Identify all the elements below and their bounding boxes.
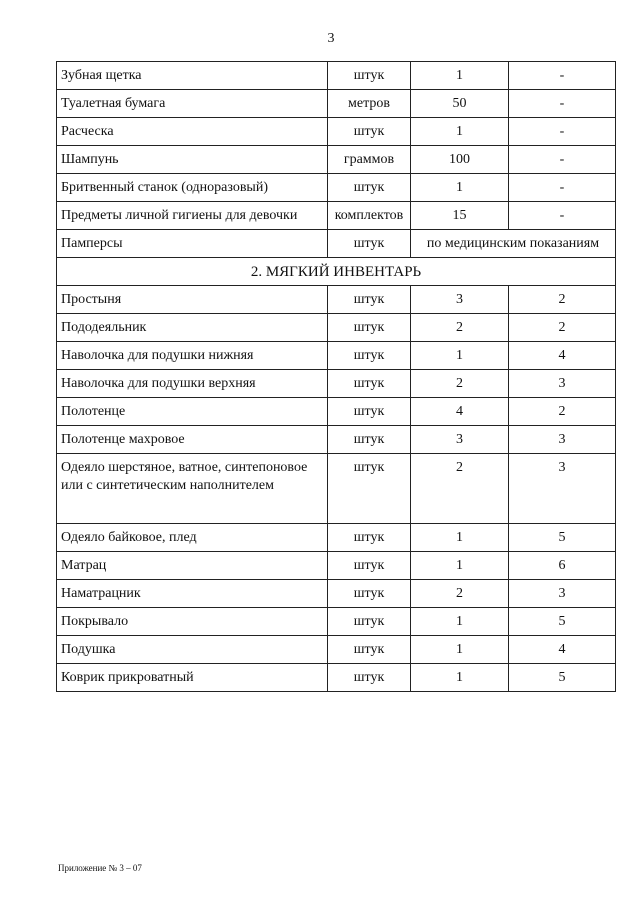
table-row — [57, 426, 616, 454]
item-term: 5 — [509, 524, 616, 552]
table-row — [57, 580, 616, 608]
item-name: Одеяло шерстяное, ватное, синтепоновое или с синтетическим наполнителем — [57, 454, 328, 524]
item-quantity: 2 — [411, 314, 509, 342]
item-unit: комплектов — [328, 202, 411, 230]
item-name: Туалетная бумага — [57, 90, 328, 118]
item-name: Шампунь — [57, 146, 328, 174]
item-name: Матрац — [57, 552, 328, 580]
item-quantity: 15 — [411, 202, 509, 230]
section-heading-row — [57, 258, 616, 286]
item-term: - — [509, 118, 616, 146]
item-name: Полотенце махровое — [57, 426, 328, 454]
item-term: 2 — [509, 314, 616, 342]
medical-indications-note: по медицинским показаниям — [411, 230, 616, 258]
item-term: 2 — [509, 398, 616, 426]
footer-appendix-label: Приложение № 3 – 07 — [58, 863, 142, 873]
table-row — [57, 314, 616, 342]
table-row — [57, 398, 616, 426]
item-unit: штук — [328, 608, 411, 636]
item-quantity: 1 — [411, 636, 509, 664]
table-row — [57, 370, 616, 398]
page-number: 3 — [327, 31, 335, 46]
item-quantity: 2 — [411, 580, 509, 608]
table-row — [57, 286, 616, 314]
item-quantity: 4 — [411, 398, 509, 426]
item-unit: штук — [328, 398, 411, 426]
item-name: Расческа — [57, 118, 328, 146]
item-unit: штук — [328, 62, 411, 90]
item-term: 6 — [509, 552, 616, 580]
section-title: 2. МЯГКИЙ ИНВЕНТАРЬ — [57, 258, 616, 286]
item-name: Предметы личной гигиены для девочки — [57, 202, 328, 230]
item-quantity: 1 — [411, 342, 509, 370]
table-row — [57, 90, 616, 118]
item-name: Наматрацник — [57, 580, 328, 608]
item-quantity: 50 — [411, 90, 509, 118]
item-unit: штук — [328, 580, 411, 608]
item-name: Полотенце — [57, 398, 328, 426]
item-term: 4 — [509, 342, 616, 370]
item-quantity: 3 — [411, 426, 509, 454]
item-quantity: 1 — [411, 118, 509, 146]
item-term: 4 — [509, 636, 616, 664]
table-row — [57, 454, 616, 524]
table-row — [57, 174, 616, 202]
table-row — [57, 202, 616, 230]
item-name: Наволочка для подушки верхняя — [57, 370, 328, 398]
table-row — [57, 342, 616, 370]
item-name: Подушка — [57, 636, 328, 664]
item-name: Простыня — [57, 286, 328, 314]
item-term: - — [509, 146, 616, 174]
table-row — [57, 608, 616, 636]
table-row-pampers — [57, 230, 616, 258]
table-row — [57, 552, 616, 580]
item-term: 3 — [509, 426, 616, 454]
item-unit: метров — [328, 90, 411, 118]
item-term: 5 — [509, 608, 616, 636]
item-unit: штук — [328, 454, 411, 524]
item-unit: штук — [328, 118, 411, 146]
table-row — [57, 62, 616, 90]
item-name: Памперсы — [57, 230, 328, 258]
item-term: 5 — [509, 664, 616, 692]
item-name: Наволочка для подушки нижняя — [57, 342, 328, 370]
item-unit: штук — [328, 636, 411, 664]
item-name: Пододеяльник — [57, 314, 328, 342]
item-term: 2 — [509, 286, 616, 314]
item-unit: штук — [328, 314, 411, 342]
item-unit: штук — [328, 370, 411, 398]
item-unit: штук — [328, 342, 411, 370]
item-unit: штук — [328, 524, 411, 552]
item-quantity: 1 — [411, 552, 509, 580]
item-unit: штук — [328, 230, 411, 258]
item-quantity: 2 — [411, 370, 509, 398]
table-row — [57, 636, 616, 664]
item-unit: граммов — [328, 146, 411, 174]
table-row — [57, 524, 616, 552]
item-term: 3 — [509, 370, 616, 398]
table-row — [57, 664, 616, 692]
item-quantity: 3 — [411, 286, 509, 314]
item-name: Покрывало — [57, 608, 328, 636]
item-quantity: 1 — [411, 608, 509, 636]
item-quantity: 1 — [411, 664, 509, 692]
item-term: 3 — [509, 580, 616, 608]
item-quantity: 1 — [411, 524, 509, 552]
item-unit: штук — [328, 174, 411, 202]
item-unit: штук — [328, 552, 411, 580]
item-quantity: 1 — [411, 62, 509, 90]
item-term: - — [509, 62, 616, 90]
item-term: - — [509, 90, 616, 118]
table-row — [57, 146, 616, 174]
item-name: Зубная щетка — [57, 62, 328, 90]
item-name: Коврик прикроватный — [57, 664, 328, 692]
item-term: - — [509, 174, 616, 202]
item-quantity: 100 — [411, 146, 509, 174]
item-name: Бритвенный станок (одноразовый) — [57, 174, 328, 202]
item-unit: штук — [328, 286, 411, 314]
item-name: Одеяло байковое, плед — [57, 524, 328, 552]
item-term: - — [509, 202, 616, 230]
item-unit: штук — [328, 664, 411, 692]
norms-table — [56, 61, 616, 692]
item-unit: штук — [328, 426, 411, 454]
table-row — [57, 118, 616, 146]
item-term: 3 — [509, 454, 616, 524]
item-quantity: 2 — [411, 454, 509, 524]
item-quantity: 1 — [411, 174, 509, 202]
